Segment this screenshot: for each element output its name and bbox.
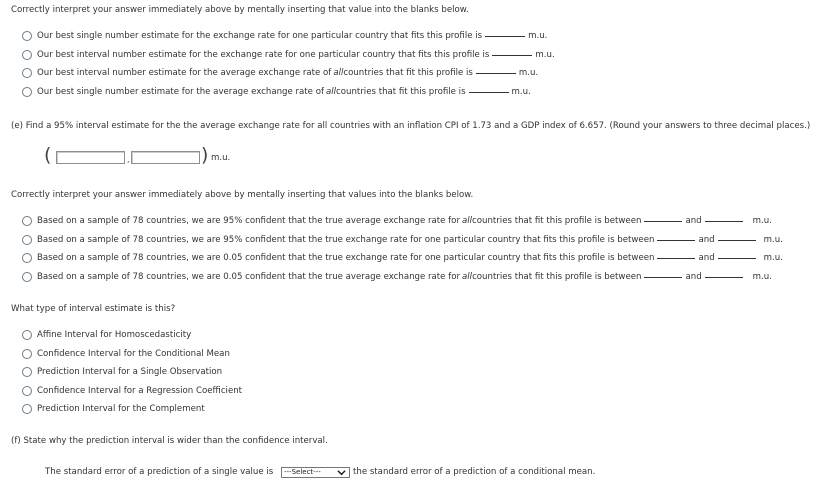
blank-lower (657, 239, 695, 241)
option-text-b: countries that fit this profile is between (472, 272, 642, 282)
radio-button[interactable] (22, 31, 32, 41)
option-005-average-all[interactable] (22, 272, 772, 282)
unit-label: m.u. (535, 50, 555, 60)
option-single-particular[interactable] (22, 31, 547, 41)
option-text: Affine Interval for Homoscedasticity (37, 330, 192, 340)
option-text: Prediction Interval for the Complement (37, 404, 205, 414)
option-text: Prediction Interval for a Single Observation (37, 367, 223, 377)
unit-label: m.u. (528, 31, 548, 41)
option-text-b: countries that fit this profile is (336, 87, 466, 97)
chevron-down-icon (337, 468, 346, 479)
option-text-em: all (461, 216, 473, 226)
and-label: and (698, 235, 715, 245)
select-value: ---Select--- (284, 468, 321, 476)
radio-button[interactable] (22, 349, 32, 359)
interval-comma: , (127, 155, 130, 164)
option-text-a: Our best single number estimate for the average exchange rate of (37, 87, 324, 97)
unit-label: m.u. (763, 253, 783, 263)
blank-upper (718, 239, 756, 241)
option-text: Confidence Interval for a Regression Coefficient (37, 386, 243, 396)
final-sentence-start: The standard error of a prediction of a single value is (45, 467, 274, 477)
blank-upper (705, 276, 743, 278)
option-text-a: Based on a sample of 78 countries, we are 95% confident that the true average exchange rate for (37, 216, 460, 226)
radio-button[interactable] (22, 50, 32, 60)
radio-button[interactable] (22, 68, 32, 78)
blank (492, 54, 532, 56)
unit-label: m.u. (511, 87, 531, 97)
radio-button[interactable] (22, 404, 32, 414)
blank (485, 35, 525, 37)
option-95-particular[interactable] (22, 235, 783, 245)
option-text: Confidence Interval for the Conditional Mean (37, 349, 230, 359)
unit-label: m.u. (763, 235, 783, 245)
option-95-average-all[interactable] (22, 216, 772, 226)
intro-text-2: Correctly interpret your answer immediately above by mentally inserting that values into the blanks below. (11, 190, 474, 200)
blank-upper (718, 257, 756, 259)
interval-open-paren: ( (44, 144, 52, 166)
option-text: Our best interval number estimate for the exchange rate for one particular country that fits this profile is (37, 50, 490, 60)
option-005-particular[interactable] (22, 253, 783, 263)
option-text-em: all (462, 272, 473, 282)
and-label: and (698, 253, 715, 263)
interval-upper-input[interactable] (131, 151, 200, 164)
option-text-em: all (333, 68, 344, 78)
blank (469, 91, 509, 93)
blank-upper (705, 220, 743, 222)
option-confidence-coefficient[interactable] (22, 386, 242, 396)
option-text-b: countries that fit this profile is between (472, 216, 642, 226)
comparison-select[interactable] (281, 467, 350, 478)
radio-button[interactable] (22, 87, 32, 97)
option-text-a: Based on a sample of 78 countries, we are 95% confident that the true exchange rate for one particular country that fits this profile is between (37, 235, 655, 245)
unit-label: m.u. (518, 68, 539, 78)
radio-button[interactable] (22, 367, 32, 377)
option-text-a: Based on a sample of 78 countries, we are 0.05 confident that the true exchange rate for one particular country that fits this profile is between (37, 253, 655, 263)
interval-lower-input[interactable] (56, 151, 125, 164)
option-prediction-complement[interactable] (22, 404, 205, 414)
interval-type-question: What type of interval estimate is this? (11, 304, 176, 314)
unit-label: m.u. (752, 216, 772, 226)
radio-button[interactable] (22, 253, 32, 263)
radio-button[interactable] (22, 330, 32, 340)
option-text-b: countries that fit this profile is (343, 68, 473, 78)
blank-lower (644, 276, 682, 278)
option-text-a: Our best interval number estimate for the average exchange rate of (37, 68, 332, 78)
part-f-question: (f) State why the prediction interval is wider than the confidence interval. (11, 436, 328, 446)
option-text: Our best single number estimate for the exchange rate for one particular country that fits this profile is (37, 31, 483, 41)
intro-text-1: Correctly interpret your answer immediately above by mentally inserting that value into the blanks below. (11, 5, 469, 15)
option-text-em: all (325, 87, 337, 97)
blank (476, 72, 516, 74)
radio-button[interactable] (22, 216, 32, 226)
option-confidence-conditional-mean[interactable] (22, 349, 230, 359)
radio-button[interactable] (22, 386, 32, 396)
option-text-a: Based on a sample of 78 countries, we are 0.05 confident that the true average exchange rate for (37, 272, 461, 282)
unit-label: m.u. (752, 272, 772, 282)
option-prediction-single[interactable] (22, 367, 222, 377)
interval-unit: m.u. (211, 153, 231, 163)
radio-button[interactable] (22, 235, 32, 245)
option-interval-particular[interactable] (22, 50, 555, 60)
part-e-question: (e) Find a 95% interval estimate for the the average exchange rate for all countries with an inflation CPI of 1.73 and a GDP index of 6.657. (Round your answers to three decimal places.) (11, 121, 811, 131)
option-interval-average[interactable] (22, 68, 538, 78)
interval-close-paren: ) (201, 144, 209, 166)
option-single-average[interactable] (22, 87, 531, 97)
blank-lower (644, 220, 682, 222)
option-affine-interval[interactable] (22, 330, 191, 340)
radio-button[interactable] (22, 272, 32, 282)
blank-lower (657, 257, 695, 259)
and-label: and (685, 216, 702, 226)
and-label: and (685, 272, 702, 282)
final-sentence-end: the standard error of a prediction of a conditional mean. (353, 467, 596, 477)
